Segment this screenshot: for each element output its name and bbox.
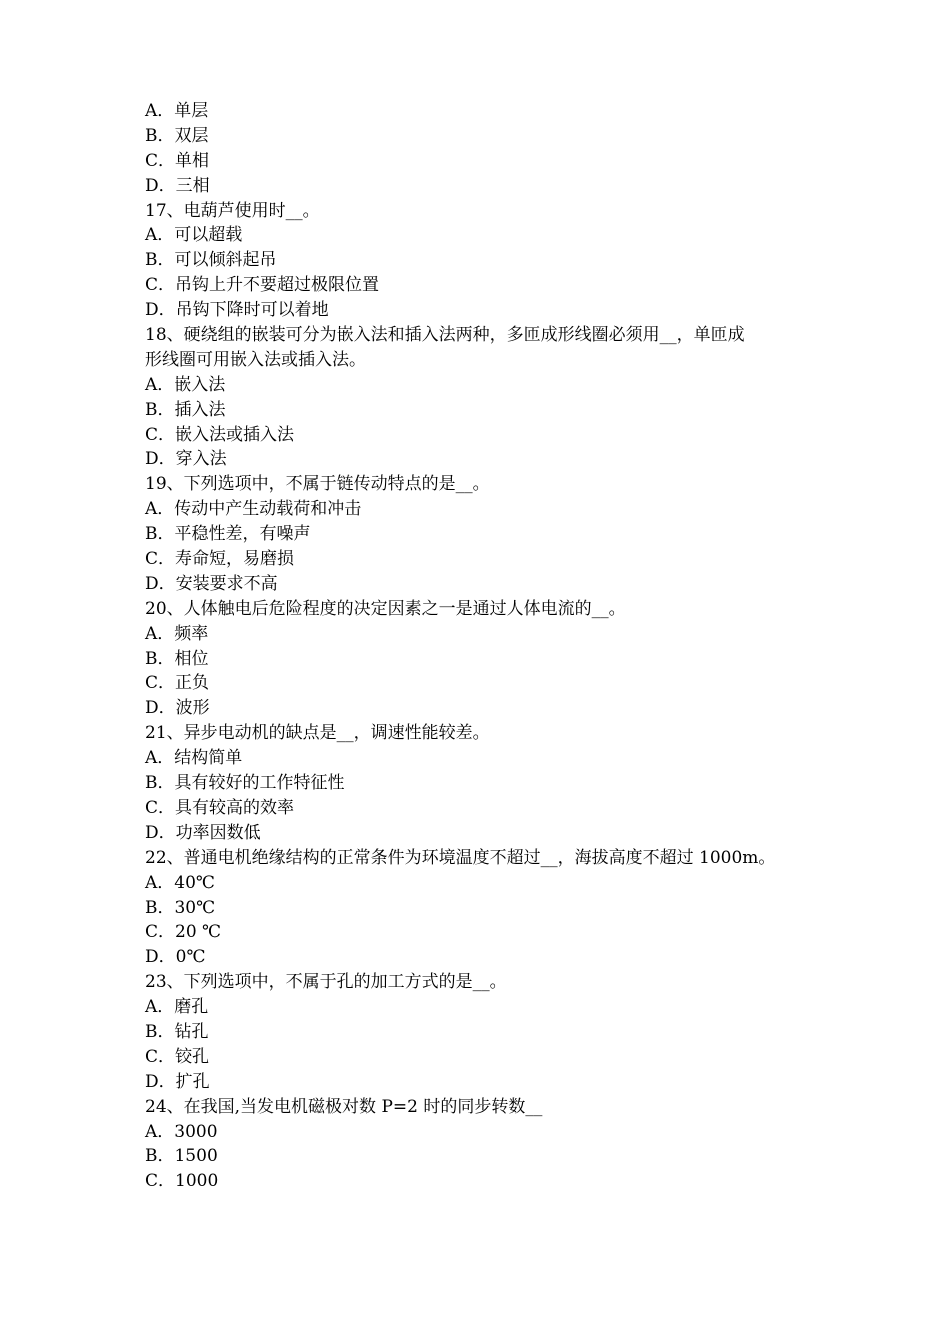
option-text: C．20 ℃ xyxy=(145,922,222,943)
option-text: B．30℃ xyxy=(145,897,216,918)
option-text: D．0℃ xyxy=(145,947,206,968)
option-text: C．嵌入法或插入法 xyxy=(145,424,295,445)
option-text: A．磨孔 xyxy=(145,997,209,1018)
question-text: 23、下列选项中，不属于孔的加工方式的是__。 xyxy=(145,972,507,993)
option-text: C．铰孔 xyxy=(145,1046,210,1067)
question-text: 18、硬绕组的嵌装可分为嵌入法和插入法两种，多匝成形线圈必须用__，单匝成 xyxy=(145,325,745,346)
option-text: C．单相 xyxy=(145,150,210,171)
option-text: C．1000 xyxy=(145,1171,219,1192)
option-text: D．扩孔 xyxy=(145,1071,210,1092)
option-text: B．相位 xyxy=(145,648,209,669)
option-text: A．40℃ xyxy=(145,872,215,893)
question-text-continued: 形线圈可用嵌入法或插入法。 xyxy=(145,349,366,370)
question-text: 20、人体触电后危险程度的决定因素之一是通过人体电流的__。 xyxy=(145,598,626,619)
option-text: A．传动中产生动载荷和冲击 xyxy=(145,499,362,520)
document-body xyxy=(145,99,825,1194)
option-text: A．嵌入法 xyxy=(145,374,226,395)
question-text: 21、异步电动机的缺点是__，调速性能较差。 xyxy=(145,723,490,744)
option-text: C．具有较高的效率 xyxy=(145,797,295,818)
option-text: D．穿入法 xyxy=(145,449,227,470)
question-text: 24、在我国,当发电机磁极对数 P=2 时的同步转数__ xyxy=(145,1096,543,1117)
option-text: B．1500 xyxy=(145,1146,218,1167)
option-text: A．单层 xyxy=(145,101,209,121)
option-text: D．安装要求不高 xyxy=(145,573,278,594)
option-text: D．功率因数低 xyxy=(145,822,261,843)
option-text: B．平稳性差，有噪声 xyxy=(145,524,311,545)
option-text: D．三相 xyxy=(145,175,210,196)
option-text: A．可以超载 xyxy=(145,225,243,246)
option-text: C．吊钩上升不要超过极限位置 xyxy=(145,275,380,296)
option-text: B．可以倾斜起吊 xyxy=(145,250,277,271)
question-text: 22、普通电机绝缘结构的正常条件为环境温度不超过__，海拔高度不超过 1000m。 xyxy=(145,847,776,868)
option-text: D．吊钩下降时可以着地 xyxy=(145,300,329,321)
question-text: 19、下列选项中，不属于链传动特点的是__。 xyxy=(145,474,490,495)
option-text: A．频率 xyxy=(145,623,209,644)
option-text: B．钻孔 xyxy=(145,1021,209,1042)
option-text: D．波形 xyxy=(145,698,210,719)
option-text: B．双层 xyxy=(145,125,209,146)
question-text: 17、电葫芦使用时__。 xyxy=(145,200,320,221)
option-text: B．插入法 xyxy=(145,399,226,420)
option-text: C．寿命短，易磨损 xyxy=(145,549,295,570)
option-text: B．具有较好的工作特征性 xyxy=(145,773,345,794)
option-text: A．结构简单 xyxy=(145,748,243,769)
option-text: C．正负 xyxy=(145,673,210,694)
option-text: A．3000 xyxy=(145,1121,218,1142)
